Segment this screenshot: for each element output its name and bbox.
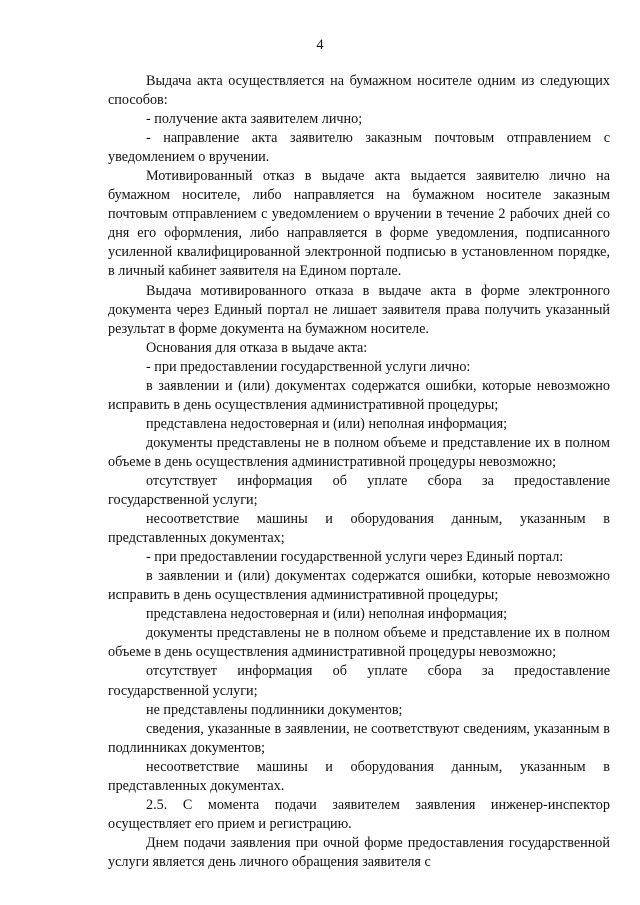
paragraph: Выдача акта осуществляется на бумажном носителе одним из следующих способов:	[108, 73, 610, 109]
paragraph: Мотивированный отказ в выдаче акта выдается заявителю лично на бумажном носителе, либо направляется на бумажном носителе заказным почтовым отправлением с уведомлением о вручении в течение 2 рабочих дней со дня его оформления, либо направляется в форме уведомления, подписанного усиленной квалифицированной электронной подписью в установленном порядке, в личный кабинет заявителя на Едином портале.	[108, 168, 610, 280]
paragraph: - при предоставлении государственной услуги лично:	[146, 358, 471, 375]
paragraph: Днем подачи заявления при очной форме предоставления государственной услуги является день личного обращения заявителя с	[108, 834, 610, 870]
paragraph: 2.5. С момента подачи заявителем заявления инженер-инспектор осуществляет его прием и регистрацию.	[108, 796, 610, 832]
paragraph: несоответствие машины и оборудования данным, указанным в представленных документах.	[108, 758, 610, 794]
paragraph: - получение акта заявителем лично;	[146, 111, 363, 128]
paragraph: отсутствует информация об уплате сбора за предоставление государственной услуги;	[108, 472, 610, 509]
paragraph: документы представлены не в полном объеме и представление их в полном объеме в день осуществления административной процедуры невозможно;	[108, 434, 610, 470]
paragraph: представлена недостоверная и (или) неполная информация;	[146, 415, 508, 432]
paragraph: - при предоставлении государственной услуги через Единый портал:	[146, 549, 564, 566]
document-body	[108, 72, 610, 872]
paragraph: отсутствует информация об уплате сбора за предоставление государственной услуги;	[108, 663, 610, 699]
paragraph: представлена недостоверная и (или) неполная информация;	[146, 606, 508, 623]
paragraph: несоответствие машины и оборудования данным, указанным в представленных документах;	[108, 511, 610, 547]
paragraph: Основания для отказа в выдаче акта:	[146, 339, 368, 356]
page-number: 4	[316, 37, 324, 53]
paragraph: в заявлении и (или) документах содержатся ошибки, которые невозможно исправить в день осуществления административной процедуры;	[108, 377, 610, 413]
paragraph: Выдача мотивированного отказа в выдаче акта в форме электронного документа через Единый портал не лишает заявителя права получить указанный результат в форме документа на бумажном носителе.	[108, 282, 610, 337]
paragraph: не представлены подлинники документов;	[146, 701, 403, 718]
paragraph: в заявлении и (или) документах содержатся ошибки, которые невозможно исправить в день осуществления административной процедуры;	[108, 568, 610, 604]
paragraph: - направление акта заявителю заказным почтовым отправлением с уведомлением о вручении.	[108, 130, 610, 166]
paragraph: документы представлены не в полном объеме и представление их в полном объеме в день осуществления административной процедуры невозможно;	[108, 625, 610, 661]
paragraph: сведения, указанные в заявлении, не соответствуют сведениям, указанным в подлинниках документов;	[108, 720, 610, 756]
